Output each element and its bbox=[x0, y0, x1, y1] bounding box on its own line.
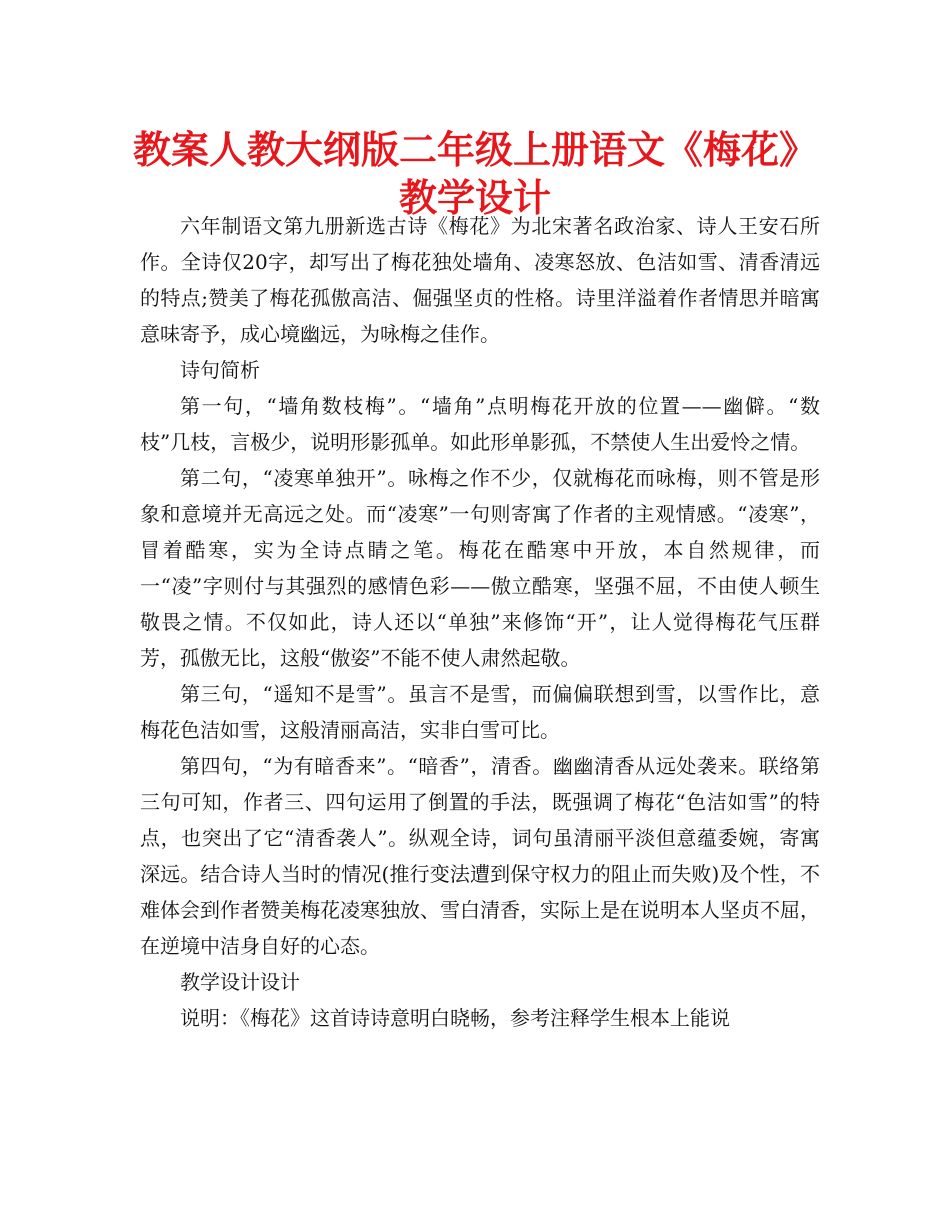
line-4-analysis-paragraph: 第四句，“为有暗香来”。“暗香”，清香。幽幽清香从远处袭来。联络第三句可知，作者三、四句运用了倒置的手法，既强调了梅花“色洁如雪”的特点，也突出了它“清香袭人”。纵观全诗，词句虽清丽平淡但意蕴委婉，寄寓深远。结合诗人当时的情况(推行变法遭到保守权力的阻止而失败)及个性，不难体会到作者赞美梅花凌寒独放、雪白清香，实际上是在说明本人坚贞不屈，在逆境中洁身自好的心态。 bbox=[140, 754, 820, 958]
explanation-paragraph: 说明：《梅花》这首诗诗意明白晓畅，参考注释学生根本上能说 bbox=[180, 1006, 730, 1030]
line-3-analysis-paragraph: 第三句，“遥知不是雪”。虽言不是雪，而偏偏联想到雪，以雪作比，意梅花色洁如雪，这般清丽高洁，实非白雪可比。 bbox=[140, 682, 820, 742]
line-2-analysis-paragraph: 第二句，“凌寒单独开”。咏梅之作不少，仅就梅花而咏梅，则不管是形象和意境并无高远之处。而“凌寒”一句则寄寓了作者的主观情感。“凌寒”，冒着酷寒，实为全诗点睛之笔。梅花在酷寒中开放，本自然规律，而一“凌”字则付与其强烈的感情色彩——傲立酷寒，坚强不屈，不由使人顿生敬畏之情。不仅如此，诗人还以“单独”来修饰“开”，让人觉得梅花气压群芳，孤傲无比，这般“傲姿”不能不使人肃然起敬。 bbox=[140, 466, 820, 670]
section-heading-teaching-design: 教学设计设计 bbox=[180, 970, 300, 994]
document-title-line-2: 教学设计 bbox=[398, 176, 551, 220]
document-title-line-1: 教案人教大纲版二年级上册语文《梅花》 bbox=[132, 128, 817, 172]
intro-paragraph: 六年制语文第九册新选古诗《梅花》为北宋著名政治家、诗人王安石所作。全诗仅20字，却写出了梅花独处墙角、凌寒怒放、色洁如雪、清香清远的特点;赞美了梅花孤傲高洁、倔强坚贞的性格。诗里洋溢着作者情思并暗寓意味寄予，成心境幽远，为咏梅之佳作。 bbox=[140, 214, 820, 346]
section-heading-analysis: 诗句简析 bbox=[180, 358, 260, 382]
document-body bbox=[140, 208, 820, 1036]
line-1-analysis-paragraph: 第一句，“墙角数枝梅”。“墙角”点明梅花开放的位置——幽僻。“数枝”几枝，言极少，说明形影孤单。如此形单影孤，不禁使人生出爱怜之情。 bbox=[140, 394, 820, 454]
